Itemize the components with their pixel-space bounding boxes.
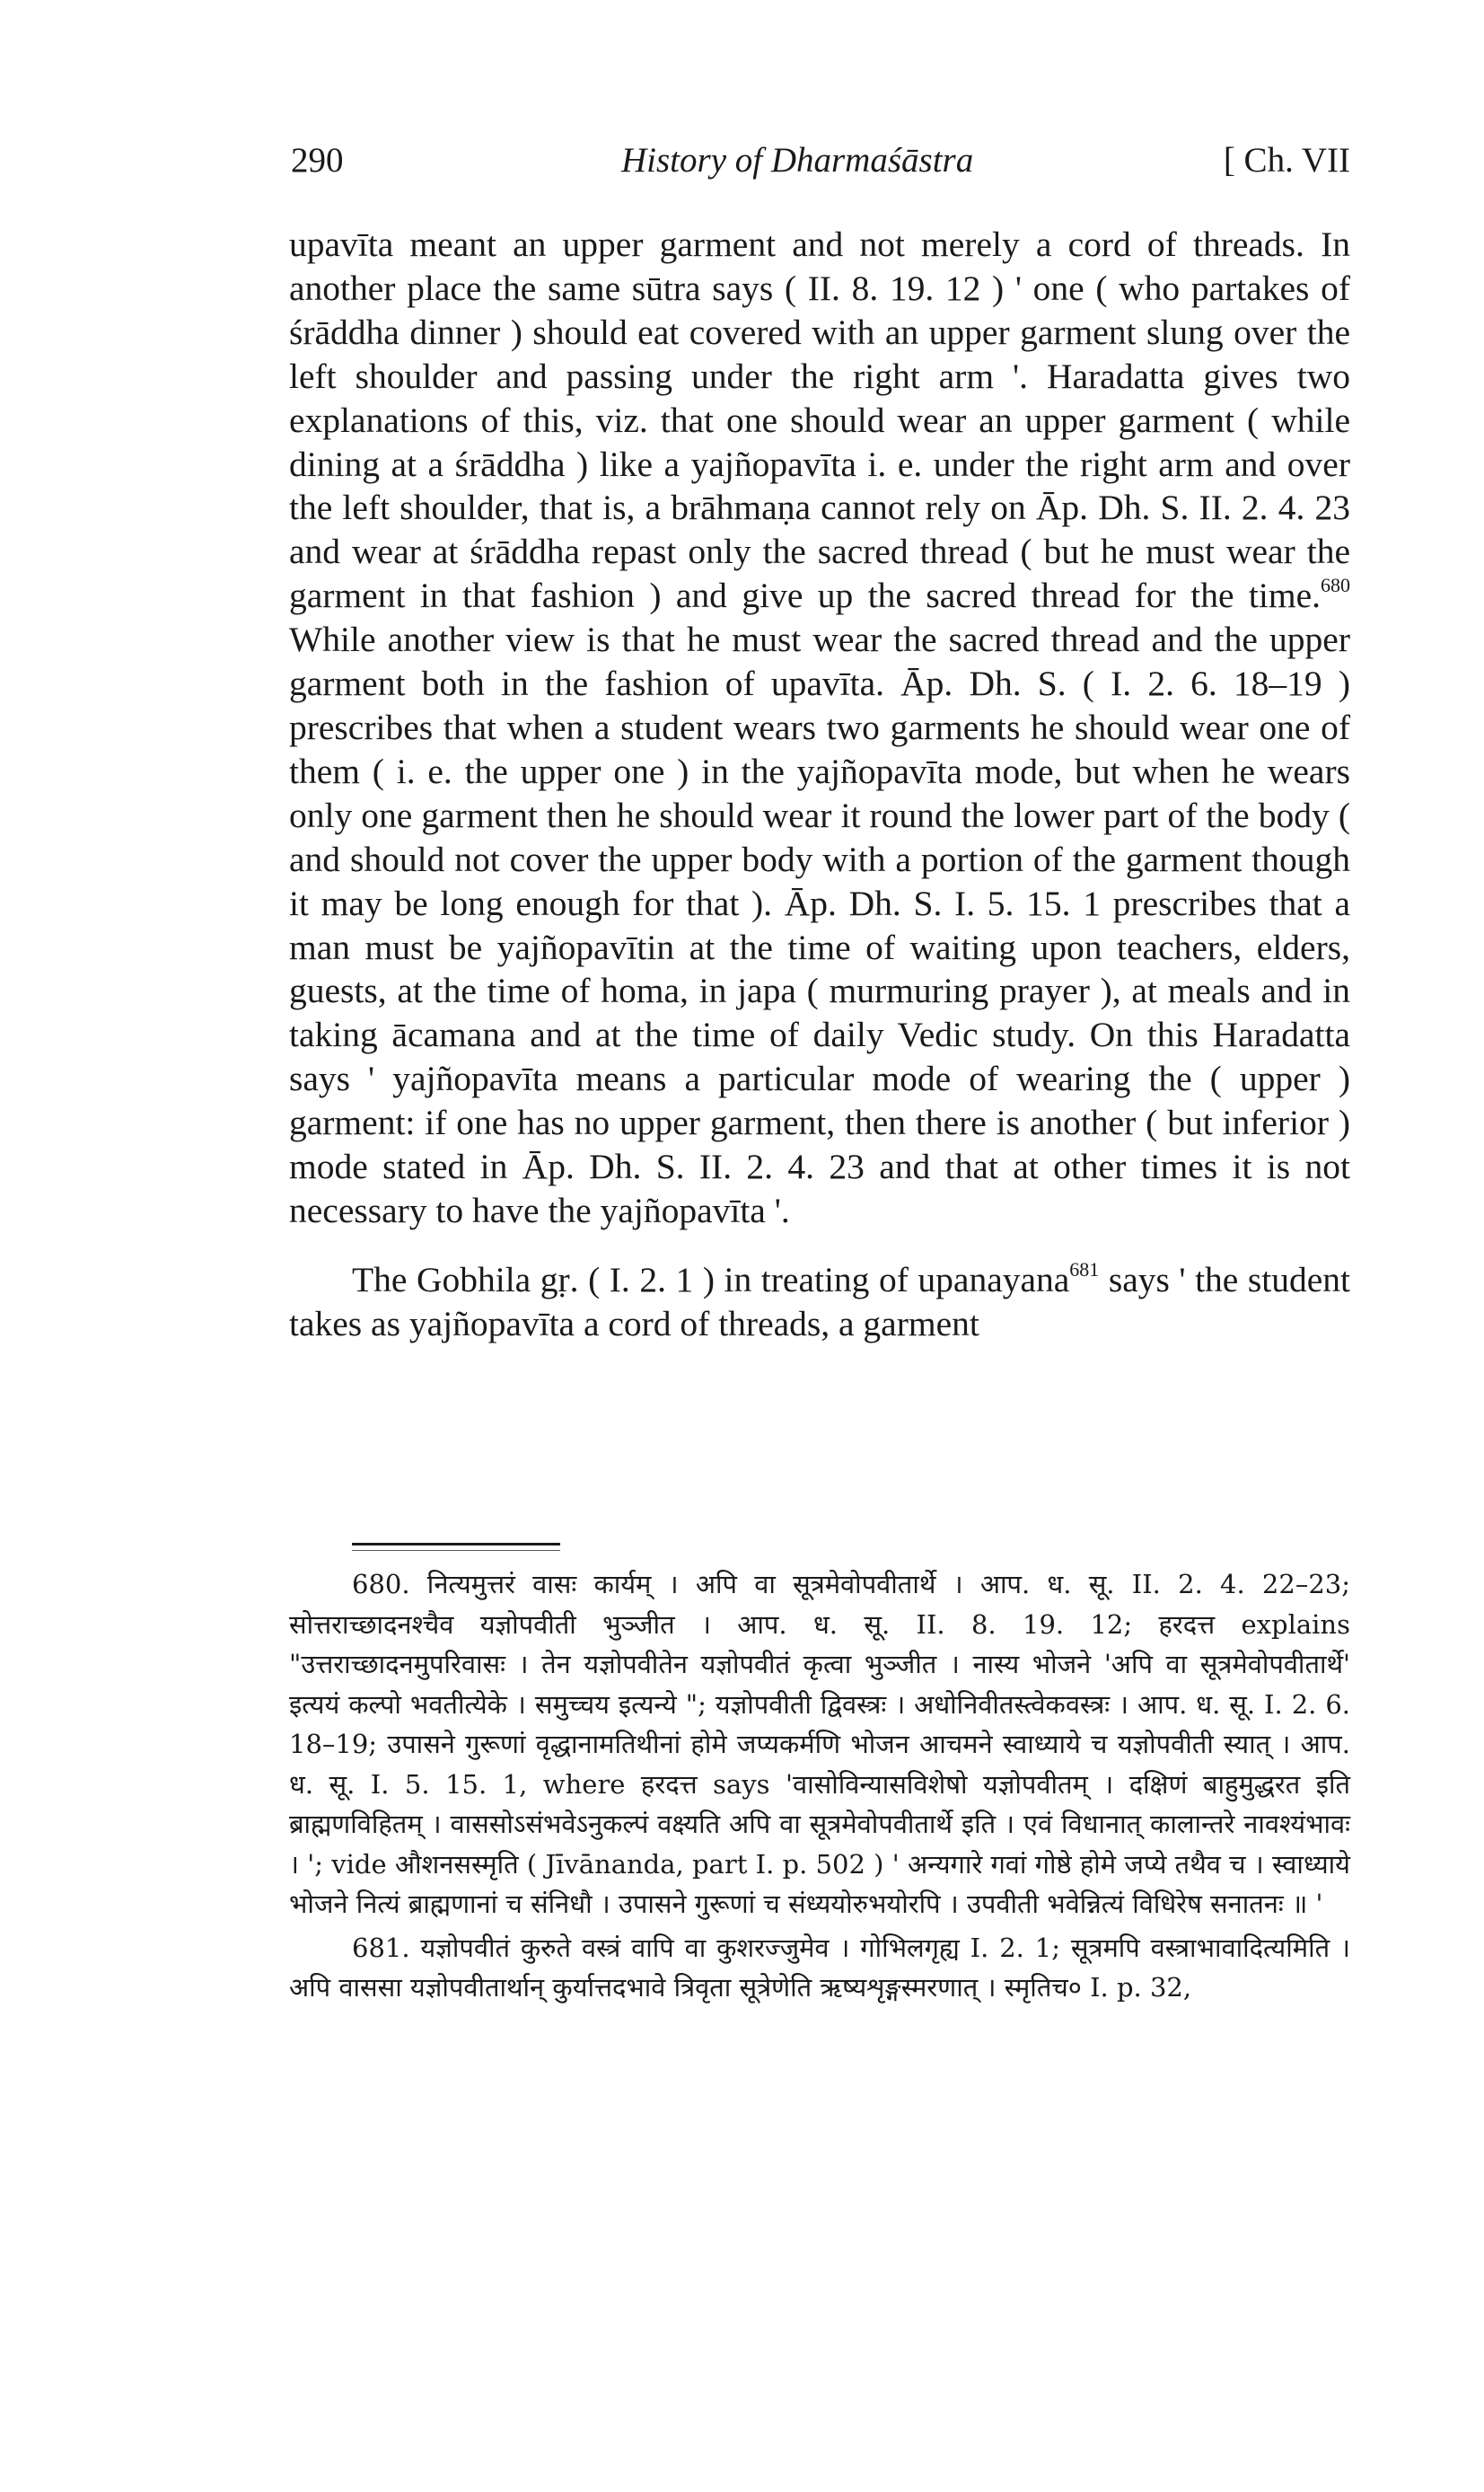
- paragraph-text: While another view is that he must wear the sacred thread and the upper garment both in the fashion of upavīta. Āp. Dh. S. ( I. 2. 6. 18–19 ) prescribes that when a student wears two garments he should wear one of them ( i. e. the upper one ) in the yajñopavīta mode, but when he wears only one garment then he should wear it round the lower part of the body ( and should not cover the upper body with a portion of the garment though it may be long enough for that ). Āp. Dh. S. I. 5. 15. 1 prescribes that a man must be yajñopavītin at the time of waiting upon teachers, elders, guests, at the time of homa, in japa ( murmuring prayer ), at meals and in taking ācamana and at the time of daily Vedic study. On this Haradatta says ' yajñopavīta means a particular mode of wearing the ( upper ) garment: if one has no upper garment, then there is another ( but inferior ) mode stated in Āp. Dh. S. II. 2. 4. 23 and that at other times it is not necessary to have the yajñopavīta '.: [289, 620, 1350, 1230]
- footnote-divider: [352, 1543, 560, 1545]
- footnote-681: 681. यज्ञोपवीतं कुरुते वस्त्रं वापि वा कुशरज्जुमेव । गोभिलगृह्य I. 2. 1; सूत्रमपि वस्त्राभावादित्यमिति । अपि वाससा यज्ञोपवीतार्थान् कुर्यात्तदभावे त्रिवृता सूत्रेणेति ऋष्यशृङ्गस्मरणात् । स्मृतिच० I. p. 32,: [289, 1932, 1350, 2003]
- running-title: History of Dharmaśāstra: [621, 141, 974, 180]
- paragraph-text: upavīta meant an upper garment and not merely a cord of threads. In another place the same sūtra says ( II. 8. 19. 12 ) ' one ( who partakes of śrāddha dinner ) should eat covered with an upper garment slung over the left shoulder and passing under the right arm '. Haradatta gives two explanations of this, viz. that one should wear an upper garment ( while dining at a śrāddha ) like a yajñopavīta i. e. under the right arm and over the left shoulder, that is, a brāhmaṇa cannot rely on Āp. Dh. S. II. 2. 4. 23 and wear at śrāddha repast only the sacred thread ( but he must wear the garment in that fashion ) and give up the sacred thread for the time.: [289, 225, 1350, 616]
- page-header: [289, 133, 1350, 187]
- paragraph-text: The Gobhila gṛ. ( I. 2. 1 ) in treating of upanayana: [352, 1259, 1070, 1299]
- footnote-reference: 681: [1069, 1257, 1100, 1281]
- page-number: 290: [291, 141, 344, 180]
- paragraph: [289, 1258, 1350, 1346]
- footnote-reference: 680: [1321, 574, 1350, 597]
- paragraph: [289, 223, 1350, 1233]
- footnote-680: 680. नित्यमुत्तरं वासः कार्यम् । अपि वा सूत्रमेवोपवीतार्थे । आप. ध. सू. II. 2. 4. 22–23; सोत्तराच्छादनश्चैव यज्ञोपवीती भुञ्जीत । आप. ध. सू. II. 8. 19. 12; हरदत्त explains "उत्तराच्छादनमुपरिवासः । तेन यज्ञोपवीतेन यज्ञोपवीतं कृत्वा भुञ्जीत । नास्य भोजने 'अपि वा सूत्रमेवोपवीतार्थे' इत्ययं कल्पो भवतीत्येके । समुच्चय इत्यन्ये "; यज्ञोपवीती द्विवस्त्रः । अधोनिवीतस्त्वेकवस्त्रः । आप. ध. सू. I. 2. 6. 18–19; उपासने गुरूणां वृद्धानामतिथीनां होमे जप्यकर्मणि भोजन आचमने स्वाध्याये च यज्ञोपवीती स्यात् । आप. ध. सू. I. 5. 15. 1, where हरदत्त says 'वासोविन्यासविशेषो यज्ञोपवीतम् । दक्षिणं बाहुमुद्धरत इति ब्राह्मणविहितम् । वाससोऽसंभवेऽनुकल्पं वक्ष्यति अपि वा सूत्रमेवोपवीतार्थे इति । एवं विधानात् कालान्तरे नावश्यंभावः । '; vide औशनसस्मृति ( Jīvānanda, part I. p. 502 ) ' अन्यगारे गवां गोष्ठे होमे जप्ये तथैव च । स्वाध्याये भोजने नित्यं ब्राह्मणानां च संनिधौ । उपासने गुरूणां च संध्ययोरुभयोरपि । उपवीती भवेन्नित्यं विधिरेष सनातनः ॥ ': [289, 1569, 1350, 1919]
- footnote-divider: [352, 1550, 560, 1551]
- main-text: [289, 223, 1350, 1346]
- chapter-label: [ Ch. VII: [1223, 141, 1350, 180]
- paragraph-text: says ' the student takes as yajñopavīta a cord of threads, a garment: [289, 1259, 1350, 1343]
- footnotes: [289, 1564, 1350, 2012]
